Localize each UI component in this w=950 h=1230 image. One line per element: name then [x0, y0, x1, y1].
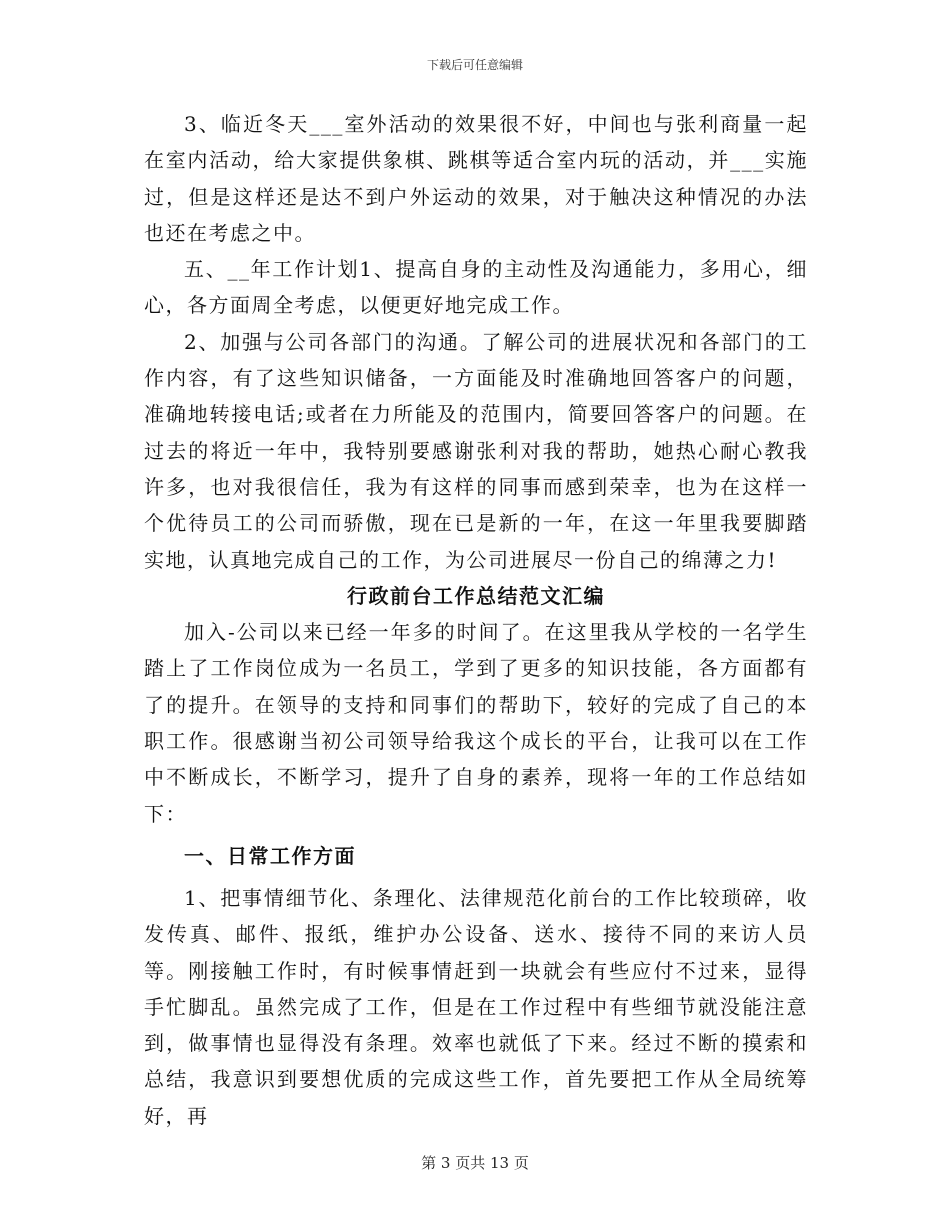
- paragraph-winter-activities: 3、临近冬天___室外活动的效果很不好，中间也与张利商量一起在室内活动，给大家提供象棋、跳棋等适合室内玩的活动，并___实施过，但是这样还是达不到户外运动的效果，对于触决这种情况的办法也还在考虑之中。: [144, 112, 808, 245]
- paragraph-intro: 加入-公司以来已经一年多的时间了。在这里我从学校的一名学生踏上了工作岗位成为一名员工，学到了更多的知识技能，各方面都有了的提升。在领导的支持和同事们的帮助下，较好的完成了自己的本职工作。很感谢当初公司领导给我这个成长的平台，让我可以在工作中不断成长，不断学习，提升了自身的素养，现将一年的工作总结如下：: [144, 620, 808, 826]
- paragraph-daily-work: 1、把事情细节化、条理化、法律规范化前台的工作比较琐碎，收发传真、邮件、报纸，维护办公设备、送水、接待不同的来访人员等。刚接触工作时，有时候事情赶到一块就会有些应付不过来，显得手忙脚乱。虽然完成了工作，但是在工作过程中有些细节就没能注意到，做事情也显得没有条理。效率也就低了下来。经过不断的摸索和总结，我意识到要想优质的完成这些工作，首先要把工作从全局统筹好，再: [144, 885, 808, 1128]
- section-title: 行政前台工作总结范文汇编: [347, 583, 605, 608]
- document-body: [144, 106, 808, 1134]
- paragraph-work-plan: 五、__年工作计划1、提高自身的主动性及沟通能力，多用心，细心，各方面周全考虑，以便更好地完成工作。: [144, 257, 808, 318]
- page-footer: 第 3 页共 13 页: [421, 1154, 529, 1172]
- paragraph-communication: 2、加强与公司各部门的沟通。了解公司的进展状况和各部门的工作内容，有了这些知识储备，一方面能及时准确地回答客户的问题，准确地转接电话;或者在力所能及的范围内，简要回答客户的问题。在过去的将近一年中，我特别要感谢张利对我的帮助，她热心耐心教我许多，也对我很信任，我为有这样的同事而感到荣幸，也为在这样一个优待员工的公司而骄傲，现在已是新的一年，在这一年里我要脚踏实地，认真地完成自己的工作，为公司进展尽一份自己的绵薄之力!: [144, 329, 808, 572]
- section-heading-daily-work: 一、日常工作方面: [184, 843, 356, 868]
- page-header: 下载后可任意编辑: [426, 58, 523, 72]
